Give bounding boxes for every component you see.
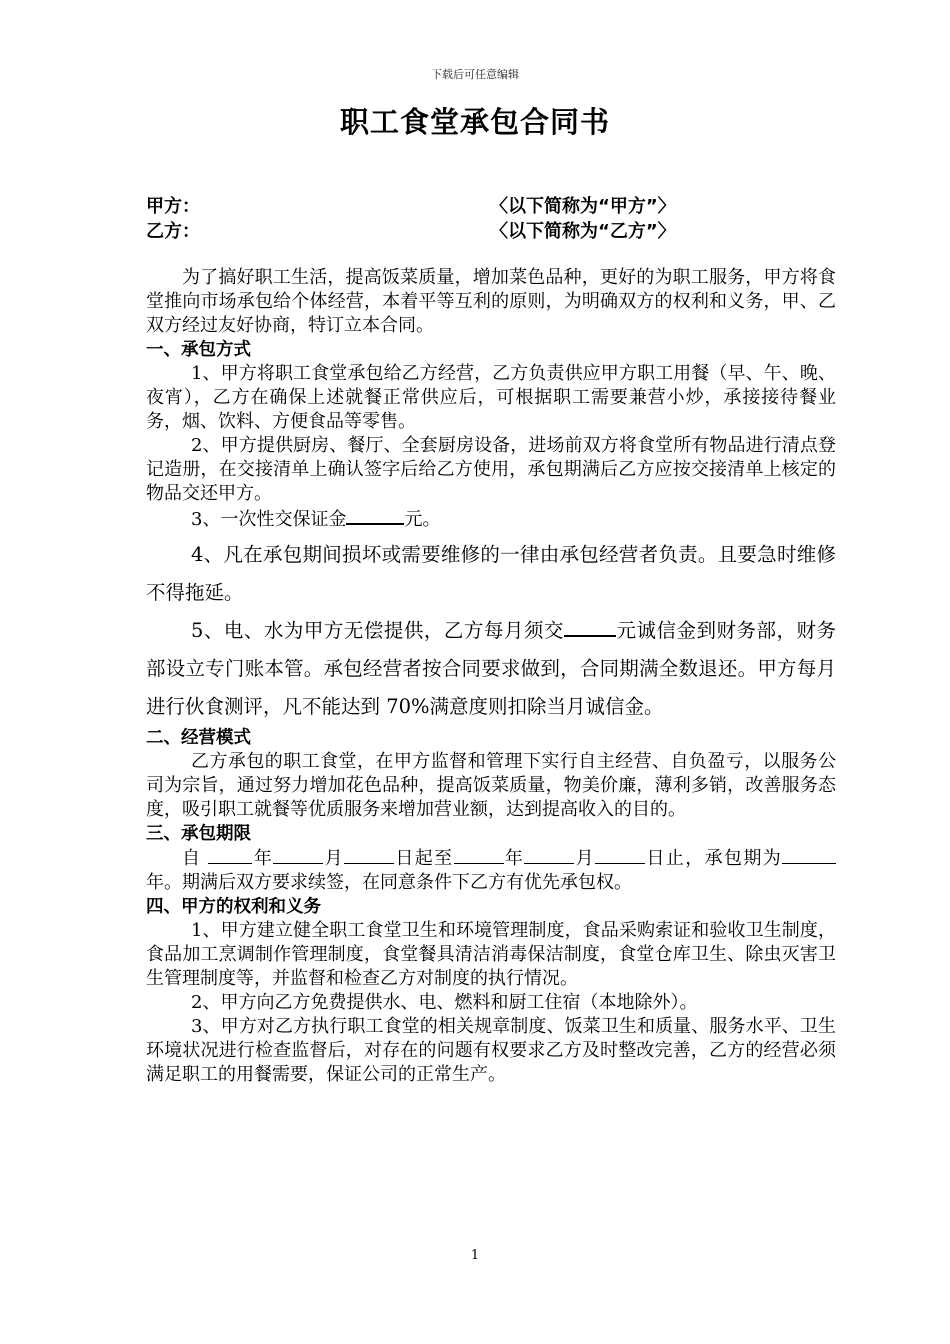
start-month-blank[interactable] (273, 846, 323, 864)
term-years-text: 年。期满后双方要求续签，在同意条件下乙方有优先承包权。 (146, 872, 632, 893)
party-b-label: 乙方： (146, 221, 200, 242)
section-4-heading: 四、甲方的权利和义务 (146, 897, 321, 917)
start-year-blank[interactable] (208, 846, 252, 864)
section-1-item-4: 4、凡在承包期间损坏或需要维修的一律由承包经营者负责。且要急时维修不得拖延。 (146, 543, 836, 604)
contract-body (146, 266, 836, 1087)
header-note: 下载后可任意编辑 (431, 68, 519, 81)
term-day-to: 日止，承包期为 (645, 848, 783, 869)
section-2-body: 乙方承包的职工食堂，在甲方监督和管理下实行自主经营、自负盈亏，以服务公司为宗旨，通过努力增加花色品种，提高饭菜质量，物美价廉，薄利多销，改善服务态度，吸引职工就餐等优质服务来增加营业额，达到提高收入的目的。 (146, 751, 836, 820)
deposit-amount-blank[interactable] (346, 506, 404, 525)
section-3-body (146, 846, 836, 895)
party-a-label: 甲方： (146, 196, 200, 217)
section-4-item-2: 2、甲方向乙方免费提供水、电、燃料和厨工住宿（本地除外）。 (191, 992, 698, 1013)
integrity-deposit-blank[interactable] (564, 618, 616, 637)
end-day-blank[interactable] (595, 846, 645, 864)
section-4-item-3: 3、甲方对乙方执行职工食堂的相关规章制度、饭菜卫生和质量、服务水平、卫生环境状况进行检查监督后，对存在的问题有权要求乙方及时整改完善，乙方的经营必须满足职工的用餐需要，保证公司的正常生产。 (146, 1016, 836, 1085)
section-1-heading: 一、承包方式 (146, 340, 251, 360)
section-1-item-2: 2、甲方提供厨房、餐厅、全套厨房设备，进场前双方将食堂所有物品进行清点登记造册，在交接清单上确认签字后给乙方使用，承包期满后乙方应按交接清单上核定的物品交还甲方。 (146, 435, 836, 504)
start-day-blank[interactable] (344, 846, 394, 864)
term-from: 自 (182, 848, 209, 869)
term-years-blank[interactable] (782, 846, 836, 864)
deposit-unit: 元。 (404, 509, 441, 530)
document-title: 职工食堂承包合同书 (339, 105, 610, 139)
integrity-deposit-rest: 元诚信金到财务部，财务部设立专门账本管。承包经营者按合同要求做到，合同期满全数退还。甲方每月进行伙食测评，凡不能达到 70%满意度则扣除当月诚信金。 (146, 619, 836, 718)
section-1-item-3 (146, 506, 836, 532)
party-b-alias: 〈以下简称为“乙方”〉 (490, 221, 676, 242)
page-number: 1 (470, 1248, 480, 1263)
party-a-alias: 〈以下简称为“甲方”〉 (490, 196, 676, 217)
end-month-blank[interactable] (524, 846, 574, 864)
integrity-deposit-text: 5、电、水为甲方无偿提供，乙方每月须交 (191, 619, 564, 642)
section-2-heading: 二、经营模式 (146, 728, 251, 748)
term-day-from: 日起至 (394, 848, 454, 869)
term-month-1: 月 (323, 848, 345, 869)
section-1-item-5 (146, 612, 836, 726)
term-year-2: 年 (503, 848, 525, 869)
end-year-blank[interactable] (454, 846, 504, 864)
term-year-1: 年 (252, 848, 274, 869)
section-3-heading: 三、承包期限 (146, 824, 251, 844)
term-month-2: 月 (574, 848, 596, 869)
section-4-item-1: 1、甲方建立健全职工食堂卫生和环境管理制度，食品采购索证和验收卫生制度，食品加工烹调制作管理制度，食堂餐具清洁消毒保洁制度，食堂仓库卫生、除虫灭害卫生管理制度等，并监督和检查乙方对制度的执行情况。 (146, 920, 836, 989)
intro-paragraph: 为了搞好职工生活，提高饭菜质量，增加菜色品种，更好的为职工服务，甲方将食堂推向市场承包给个体经营，本着平等互利的原则，为明确双方的权利和义务，甲、乙双方经过友好协商，特订立本合同。 (146, 267, 836, 336)
deposit-text: 3、一次性交保证金 (191, 509, 347, 530)
section-1-item-1: 1、甲方将职工食堂承包给乙方经营，乙方负责供应甲方职工用餐（早、午、晚、夜宵），乙方在确保上述就餐正常供应后，可根据职工需要兼营小炒，承接接待餐业务，烟、饮料、方便食品等零售。 (146, 363, 836, 432)
